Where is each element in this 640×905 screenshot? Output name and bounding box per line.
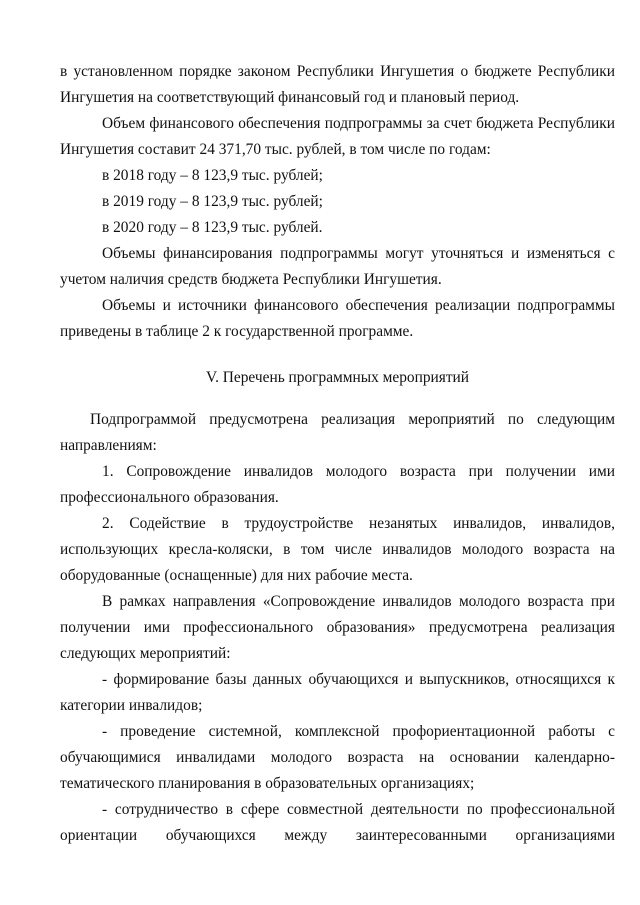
body-text-line: приведены в таблице 2 к государственной программе. — [60, 323, 414, 340]
body-text-line: Ингушетия на соответствующий финансовый год и плановый период. — [60, 89, 520, 106]
body-text-line: учетом наличия средств бюджета Республики Ингушетия. — [60, 271, 442, 288]
list-item-line: 1. Сопровождение инвалидов молодого возраста при получении ими — [102, 463, 615, 480]
bullet-line: тематического планирования в образовательных организациях; — [60, 775, 475, 792]
section-heading: V. Перечень программных мероприятий — [205, 369, 470, 386]
bullet-line: - проведение системной, комплексной профориентационной работы с — [102, 723, 615, 740]
body-text-line: направлениям: — [60, 437, 157, 454]
bullet-line: категории инвалидов; — [60, 697, 203, 714]
body-text-line: Объемы финансирования подпрограммы могут уточняться и изменяться с — [102, 245, 615, 262]
bullet-line: ориентации обучающихся между заинтересованными организациями — [60, 827, 615, 844]
body-text-line: следующих мероприятий: — [60, 645, 231, 662]
body-text-line: Объем финансового обеспечения подпрограммы за счет бюджета Республики — [102, 115, 615, 132]
list-item-line: использующих кресла-коляски, в том числе инвалидов молодого возраста на — [60, 541, 615, 558]
body-text-line: Объемы и источники финансового обеспечения реализации подпрограммы — [102, 297, 615, 314]
year-funding-line: в 2020 году – 8 123,9 тыс. рублей. — [102, 219, 323, 236]
body-text-line: Ингушетия составит 24 371,70 тыс. рублей, в том числе по годам: — [60, 141, 491, 158]
list-item-line: оборудованные (оснащенные) для них рабочие места. — [60, 567, 413, 584]
bullet-line: - сотрудничество в сфере совместной деятельности по профессиональной — [102, 801, 615, 818]
body-text-line: в установленном порядке законом Республики Ингушетия о бюджете Республики — [60, 63, 615, 80]
year-funding-line: в 2019 году – 8 123,9 тыс. рублей; — [102, 193, 323, 210]
body-text-line: Подпрограммой предусмотрена реализация мероприятий по следующим — [90, 411, 615, 428]
body-text-line: получении ими профессионального образования» предусмотрена реализация — [60, 619, 615, 636]
bullet-line: - формирование базы данных обучающихся и выпускников, относящихся к — [102, 671, 615, 688]
year-funding-line: в 2018 году – 8 123,9 тыс. рублей; — [102, 167, 323, 184]
list-item-line: 2. Содействие в трудоустройстве незанятых инвалидов, инвалидов, — [102, 515, 615, 532]
list-item-line: профессионального образования. — [60, 489, 279, 506]
body-text-line: В рамках направления «Сопровождение инвалидов молодого возраста при — [102, 593, 615, 610]
bullet-line: обучающимися инвалидами молодого возраста на основании календарно- — [60, 749, 615, 766]
